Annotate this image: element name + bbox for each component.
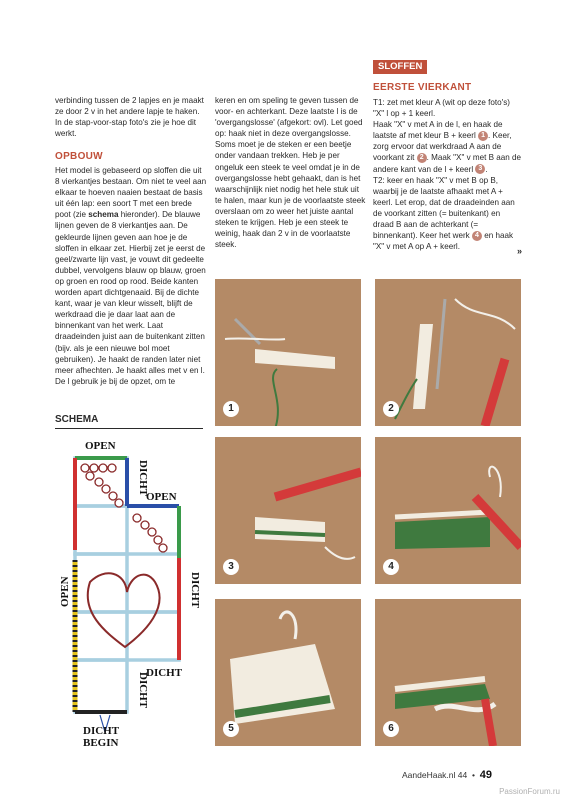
column-2-text: keren en om speling te geven tussen de voor- en achterkant. Deze laatste l is de 'overgangslosse' (afgekort: ovl). Let goed op: haak niet in deze overgangslosse. Soms moet je de steken er een beetje onder vandaan trekken. Heb je per ongeluk een steek te veel omdat je in de overgangslosse hebt gehaakt, dan is het waarschijnlijk niet nodig het hele stuk uit te halen, maar kun je de voorlaatste steek overslaan om zo weer het juiste aantal steken te krijgen. Heb je een steek te weinig, haak dan 2 v in de voorlaatste steek.: [215, 96, 366, 250]
photo-step-1: [215, 279, 361, 426]
column-2: [215, 95, 367, 250]
label-open-left: OPEN: [59, 576, 71, 607]
watermark: PassionForum.ru: [499, 787, 560, 796]
photo-number-5: 5: [223, 721, 239, 737]
photo-step-4: [375, 437, 521, 584]
photo-step-5: [215, 599, 361, 746]
column-3: T1: zet met kleur A (wit op deze foto's) "X" l op + 1 keerl. Haak "X" v met A in de l, en haak de laatste af met kleur B + keerl 1 . Keer, zorg ervoor dat werkdraad A aan de voorkant zit 2 . Maak "X" v met B aan de andere kant van de l + keerl 3 . T2: keer en haak "X" v met B op B, waarbij je de laatste afhaakt met A + keerl. Let erop, dat de draadeinden aan de voorkant zitten (= buitenkant) en draad B aan de achterkant (= binnenkant). Keer het werk 4 en haak "X" v met A op A + keerl.: [373, 98, 522, 252]
photo-number-1: 1: [223, 401, 239, 417]
schema-ref: schema: [88, 210, 119, 220]
page-number: 49: [479, 769, 492, 781]
label-dicht-bottom: DICHT: [146, 667, 183, 679]
column-1: [55, 95, 207, 139]
label-dicht-lower: DICHT: [137, 672, 149, 709]
heading-opbouw: OPBOUW: [55, 151, 103, 162]
schema-diagram: [45, 432, 215, 762]
page-footer: [402, 769, 492, 781]
step-badge-3: 3: [475, 164, 485, 174]
label-open-top: OPEN: [85, 440, 116, 452]
footer-site: AandeHaak.nl: [402, 770, 456, 780]
photo-number-3: 3: [223, 559, 239, 575]
step-badge-4: 4: [472, 231, 482, 241]
footer-issue: 44: [457, 770, 468, 780]
step-badge-2: 2: [417, 153, 427, 163]
photo-number-2: 2: [383, 401, 399, 417]
label-dicht-top: DICHT: [137, 460, 149, 497]
schema-divider: [55, 428, 203, 429]
label-dicht-right: DICHT: [189, 572, 201, 609]
footer-bullet-icon: •: [469, 770, 478, 780]
photo-step-3: [215, 437, 361, 584]
photo-step-6: [375, 599, 521, 746]
label-dicht-begin-1: DICHT: [83, 725, 120, 737]
schema-title: SCHEMA: [55, 414, 99, 425]
photo-number-4: 4: [383, 559, 399, 575]
opbouw-body: Het model is gebaseerd op sloffen die uit 8 vierkantjes bestaan. Om niet te veel aan elkaar te hoeven naaien bestaat de basis uit één lap: een soort T met een brede poot (zie schema hieronder). De blauwe lijnen geven de 8 vierkantjes aan. De gekleurde lijnen geven aan hoe je de sloffen in elkaar zet. Hierbij zet je eerst de geel/zwarte lijn vast, je vouwt dit gedeelte dubbel, vervolgens blauw op blauw, groen op groen en rood op rood. Beide kanten worden apart dichtgenaaid. Bij de dichte kant, waar je van kleur wisselt, blijft de werkdraad die je daar laat aan de binnenkant van het werk. Laat draadeinden juist aan de buitenkant zitten (bijv. als je een nieuwe bol moet gebruiken). Je haakt de randen later niet meer afhechten. Je haakt alles met v en l. De l gebruik je bij de opzet, om te: [55, 166, 207, 386]
section-tag: SLOFFEN: [373, 60, 427, 74]
continue-arrow: »: [517, 246, 523, 256]
photo-number-6: 6: [383, 721, 399, 737]
heading-eerste-vierkant: EERSTE VIERKANT: [373, 82, 472, 93]
intro-paragraph: verbinding tussen de 2 lapjes en je maakt ze door 2 v in het andere lapje te haken. In de stap-voor-stap foto's zie je hoe dit werkt.: [55, 96, 204, 139]
label-open-mid: OPEN: [146, 491, 177, 503]
photo-step-2: [375, 279, 521, 426]
label-dicht-begin-2: BEGIN: [83, 737, 119, 749]
step-badge-1: 1: [478, 131, 488, 141]
